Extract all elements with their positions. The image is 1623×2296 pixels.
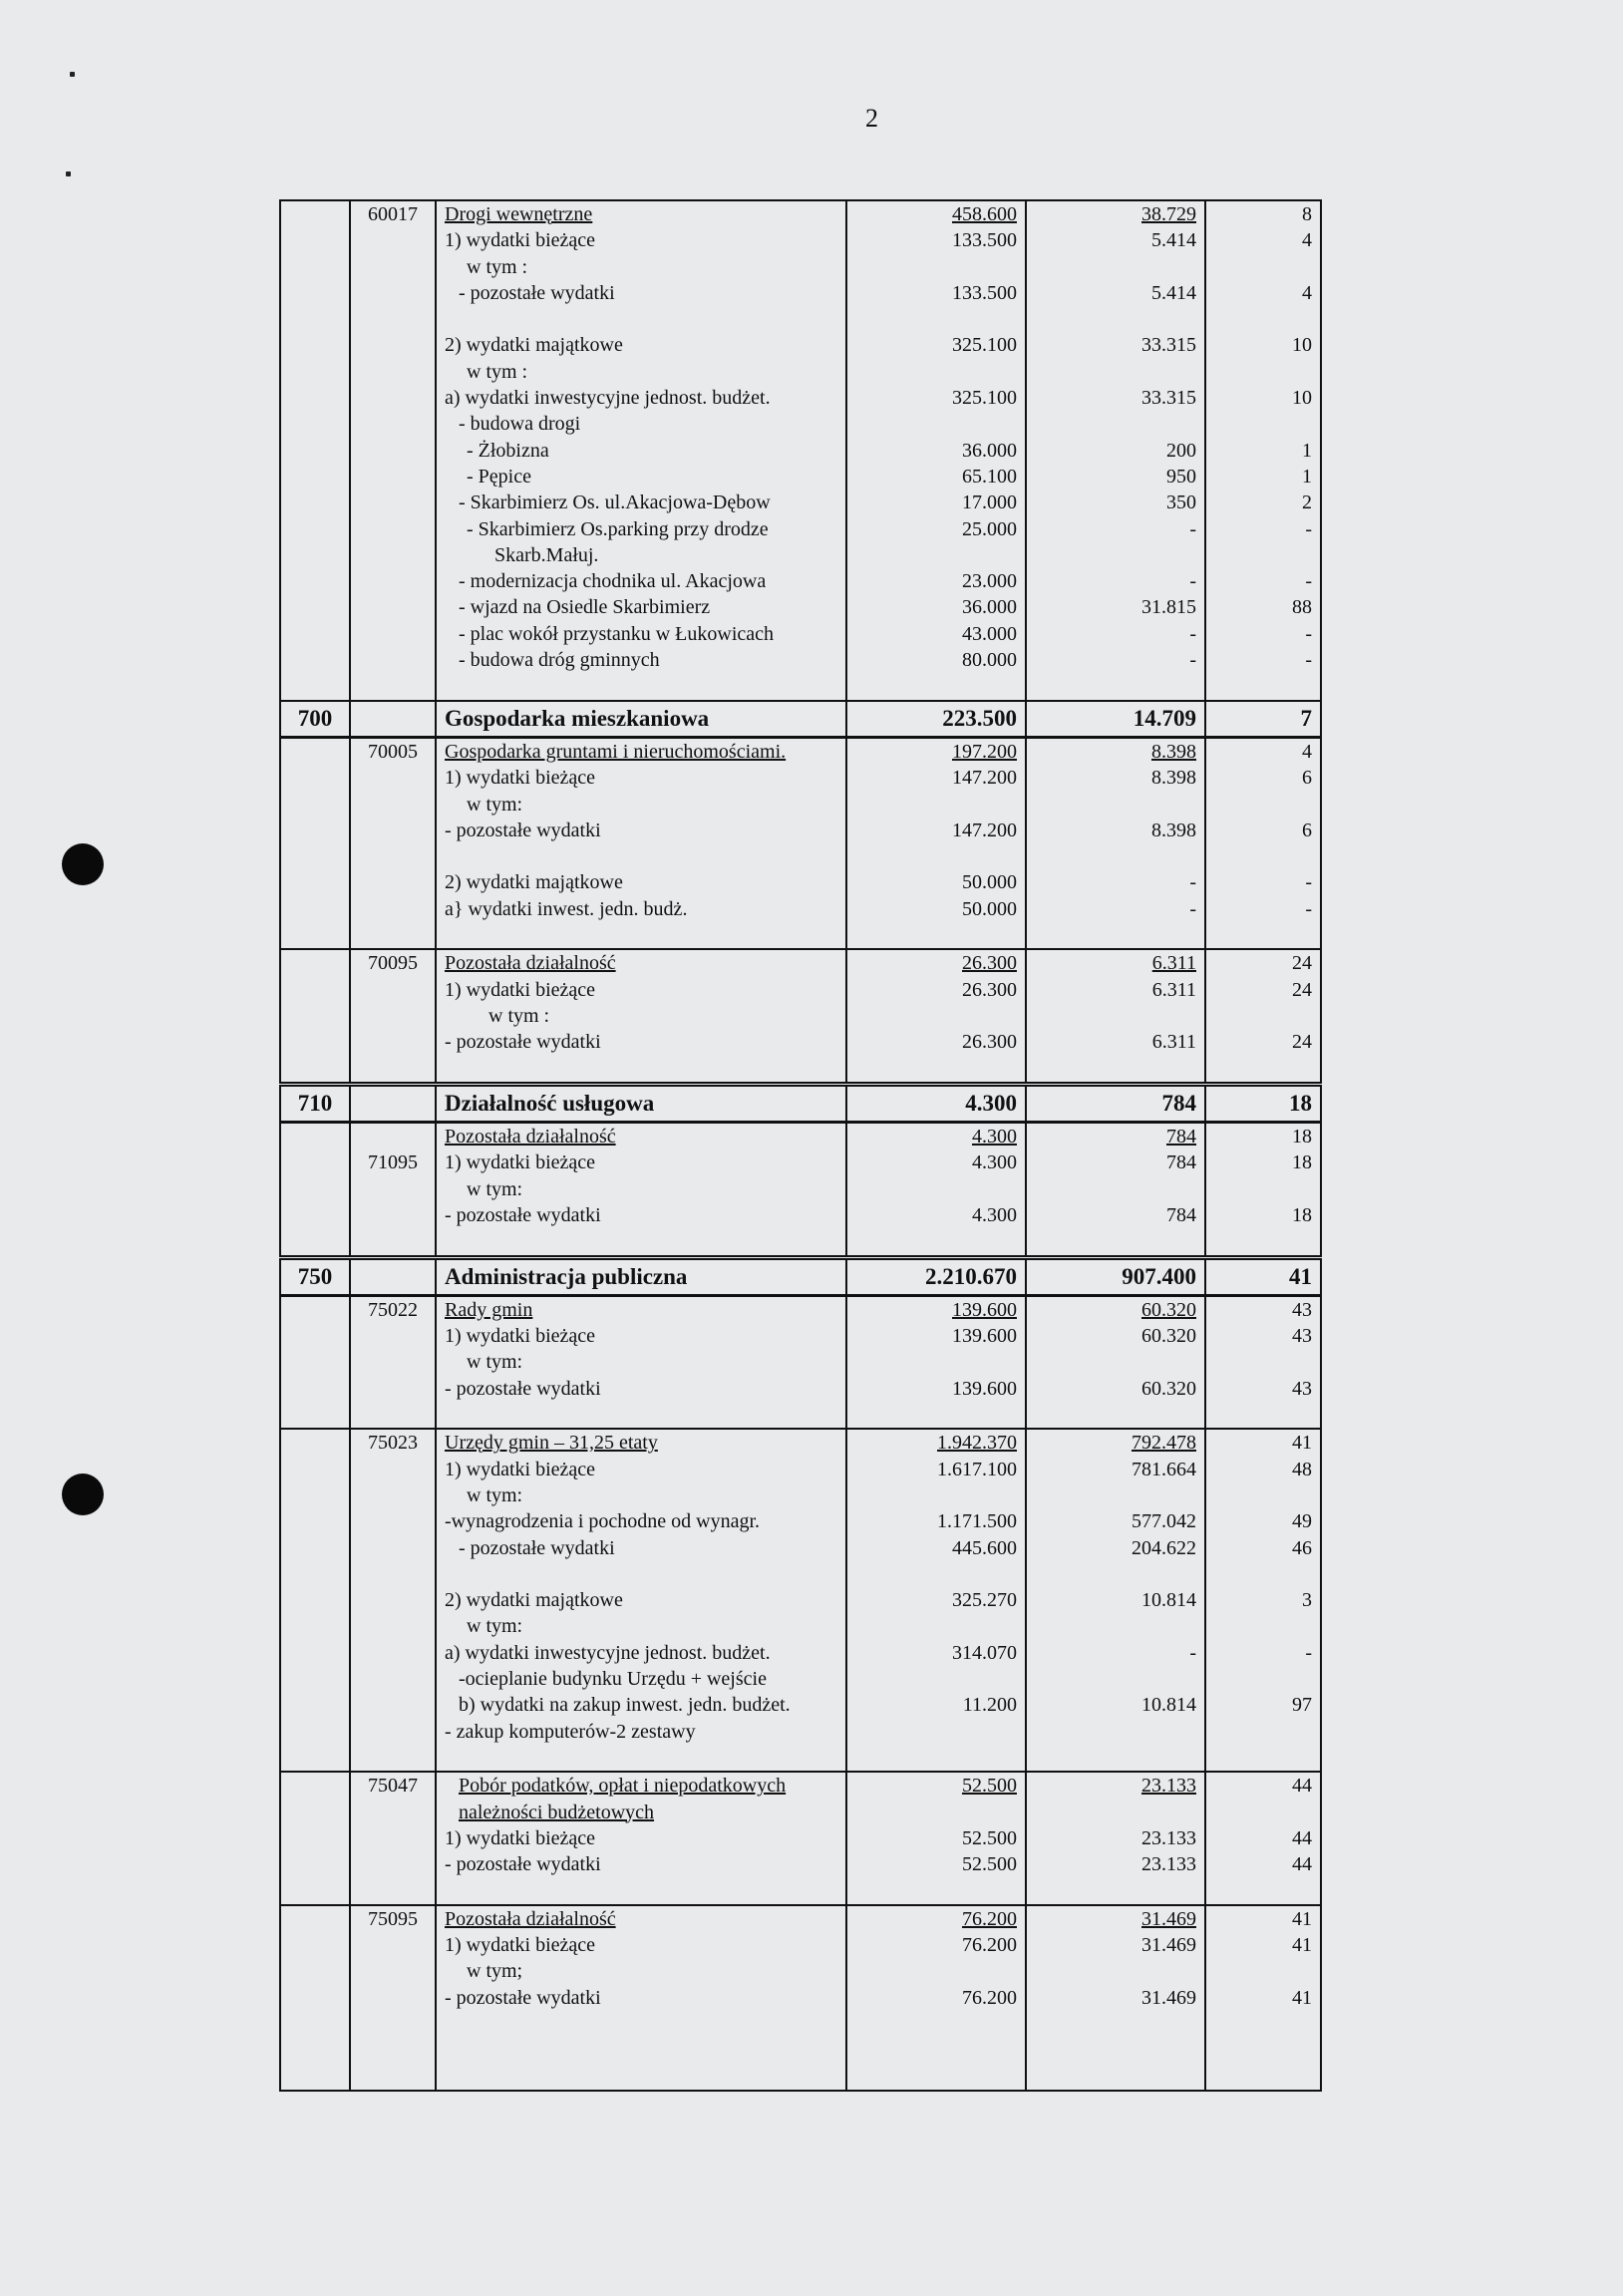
description-line: - Skarbimierz Os.parking przy drodze	[467, 517, 769, 540]
wykonanie-line: -	[1189, 517, 1196, 540]
wykonanie-line: 8.398	[1151, 740, 1196, 763]
percent-value	[1205, 1772, 1321, 1904]
description-line: w tym:	[467, 1177, 523, 1200]
rozdzial-code	[350, 949, 436, 1084]
percent-line: 48	[1292, 1458, 1312, 1480]
description-line: w tym :	[488, 1004, 550, 1027]
rozdzial-code	[350, 200, 436, 227]
description-line: -wynagrodzenia i pochodne od wynagr.	[445, 1510, 761, 1533]
description-line: Urzędy gmin – 31,25 etaty	[445, 1432, 658, 1455]
plan-line: 147.200	[952, 819, 1017, 841]
plan-value-text: 2.210.670	[925, 1263, 1017, 1289]
plan-value	[846, 1772, 1026, 1904]
rozdzial-code	[350, 1772, 436, 1904]
wykonanie-line: 23.133	[1141, 1853, 1196, 1876]
plan-line: 1.942.370	[937, 1432, 1017, 1455]
description-line: Pozostała działalność	[445, 1126, 616, 1148]
rozdzial-code-text: 75022	[368, 1298, 418, 1321]
wykonanie-line: 10.814	[1141, 1694, 1196, 1717]
wykonanie-line: 33.315	[1141, 387, 1196, 410]
dzial-row	[280, 701, 1321, 738]
dzial-code	[280, 1257, 350, 1295]
description-line: Drogi wewnętrzne	[445, 203, 593, 225]
plan-line: 4.300	[972, 1203, 1017, 1226]
description-line: w tym :	[467, 360, 528, 383]
wykonanie-line: 23.133	[1141, 1775, 1196, 1798]
percent-line: 18	[1292, 1203, 1312, 1226]
wykonanie-line: 792.478	[1132, 1432, 1196, 1455]
percent-value	[1205, 1905, 1321, 2091]
wykonanie-value	[1026, 1084, 1205, 1122]
plan-line: 147.200	[952, 767, 1017, 790]
description-line: 1) wydatki bieżące	[445, 978, 596, 1001]
percent-value	[1205, 227, 1321, 700]
plan-value	[846, 1084, 1026, 1122]
percent-line: 10	[1292, 334, 1312, 357]
description-line: 1) wydatki bieżące	[445, 1151, 596, 1174]
percent-line: 4	[1302, 229, 1312, 252]
rozdzial-code-text: 75095	[368, 1907, 418, 1930]
wykonanie-line: 950	[1166, 465, 1196, 488]
dzial-code	[280, 737, 350, 949]
dzial-code	[280, 1429, 350, 1772]
table-row	[280, 1772, 1321, 1904]
description-line: w tym:	[467, 1351, 523, 1374]
description-line: - zakup komputerów-2 zestawy	[445, 1720, 696, 1743]
wykonanie-line: 784	[1166, 1126, 1196, 1148]
dzial-name-text: Działalność usługowa	[445, 1090, 655, 1116]
plan-line: 139.600	[952, 1298, 1017, 1321]
item-description	[436, 949, 846, 1084]
dzial-row	[280, 1084, 1321, 1122]
dzial-code	[280, 1905, 350, 2091]
description-line: - budowa drogi	[459, 413, 581, 436]
plan-value	[846, 1295, 1026, 1429]
rozdzial-code	[350, 1295, 436, 1429]
description-line: 1) wydatki bieżące	[445, 1934, 596, 1956]
description-line: - pozostałe wydatki	[445, 1203, 601, 1226]
description-line: 2) wydatki majątkowe	[445, 334, 623, 357]
plan-value	[846, 701, 1026, 738]
percent-value	[1205, 1257, 1321, 1295]
wykonanie-line: 31.469	[1141, 1907, 1196, 1930]
percent-line: 24	[1292, 1031, 1312, 1054]
item-description	[436, 1772, 846, 1904]
wykonanie-line: -	[1189, 871, 1196, 894]
description-line: - pozostałe wydatki	[459, 281, 615, 304]
percent-line: -	[1305, 1641, 1312, 1664]
wykonanie-value-text: 14.709	[1133, 705, 1196, 731]
percent-line: 3	[1302, 1589, 1312, 1612]
percent-line: 6	[1302, 819, 1312, 841]
plan-line: 52.500	[962, 1853, 1017, 1876]
plan-line: 76.200	[962, 1907, 1017, 1930]
table-row	[280, 1295, 1321, 1429]
wykonanie-line: 6.311	[1151, 952, 1196, 975]
percent-value-text: 7	[1300, 705, 1312, 731]
dzial-code	[280, 949, 350, 1084]
table-row	[280, 200, 1321, 227]
wykonanie-value	[1026, 701, 1205, 738]
description-line: 1) wydatki bieżące	[445, 1458, 596, 1480]
description-line: należności budżetowych	[459, 1801, 655, 1823]
description-line: 1) wydatki bieżące	[445, 1826, 596, 1849]
percent-line: 10	[1292, 387, 1312, 410]
wykonanie-line: 784	[1166, 1151, 1196, 1174]
wykonanie-value	[1026, 737, 1205, 949]
table-row	[280, 227, 1321, 700]
percent-line: -	[1305, 622, 1312, 645]
plan-line: 445.600	[952, 1536, 1017, 1559]
percent-line: 43	[1292, 1298, 1312, 1321]
percent-line: 1	[1302, 465, 1312, 488]
page-number: 2	[865, 104, 878, 133]
rozdzial-code-text: 70095	[368, 952, 418, 975]
plan-line: 50.000	[962, 897, 1017, 920]
percent-value-text: 41	[1289, 1263, 1312, 1289]
percent-line: 6	[1302, 767, 1312, 790]
plan-line: 133.500	[952, 281, 1017, 304]
wykonanie-line: 31.469	[1141, 1934, 1196, 1956]
plan-value	[846, 227, 1026, 700]
plan-line: 65.100	[962, 465, 1017, 488]
dzial-code	[280, 1084, 350, 1122]
plan-value	[846, 1257, 1026, 1295]
wykonanie-value	[1026, 1905, 1205, 2091]
item-description	[436, 1429, 846, 1772]
description-line: b) wydatki na zakup inwest. jedn. budżet.	[459, 1694, 791, 1717]
wykonanie-value	[1026, 1257, 1205, 1295]
wykonanie-value	[1026, 200, 1205, 227]
description-line: a) wydatki inwestycyjne jednost. budżet.	[445, 1641, 771, 1664]
description-line: - Skarbimierz Os. ul.Akacjowa-Dębow	[459, 492, 771, 514]
wykonanie-value	[1026, 1772, 1205, 1904]
wykonanie-line: -	[1189, 1641, 1196, 1664]
plan-line: 11.200	[962, 1694, 1017, 1717]
description-line: Pobór podatków, opłat i niepodatkowych	[459, 1775, 787, 1798]
dzial-code	[280, 701, 350, 738]
rozdzial-code	[350, 737, 436, 949]
percent-value	[1205, 1123, 1321, 1257]
percent-line: 44	[1292, 1826, 1312, 1849]
wykonanie-value-text: 784	[1161, 1090, 1196, 1116]
wykonanie-line: -	[1189, 897, 1196, 920]
table-row	[280, 737, 1321, 949]
rozdzial-code	[350, 1429, 436, 1772]
percent-line: 41	[1292, 1986, 1312, 2009]
dzial-name-text: Gospodarka mieszkaniowa	[445, 705, 710, 731]
percent-value	[1205, 1429, 1321, 1772]
plan-line: 52.500	[962, 1826, 1017, 1849]
wykonanie-line: 8.398	[1151, 819, 1196, 841]
dzial-name	[436, 701, 846, 738]
item-description	[436, 200, 846, 227]
plan-line: 25.000	[962, 517, 1017, 540]
description-line: - pozostałe wydatki	[445, 1986, 601, 2009]
percent-value-text: 18	[1289, 1090, 1312, 1116]
description-line: - Żłobizna	[467, 439, 549, 462]
wykonanie-value	[1026, 1429, 1205, 1772]
wykonanie-line: 6.311	[1151, 978, 1196, 1001]
percent-value	[1205, 200, 1321, 227]
plan-value-text: 4.300	[965, 1090, 1017, 1116]
description-line: - modernizacja chodnika ul. Akacjowa	[459, 570, 767, 593]
table-row	[280, 1429, 1321, 1772]
description-line: a) wydatki inwestycyjne jednost. budżet.	[445, 387, 771, 410]
dzial-name	[436, 1257, 846, 1295]
percent-line: 24	[1292, 978, 1312, 1001]
percent-line: 43	[1292, 1325, 1312, 1348]
dzial-code	[280, 1123, 350, 1257]
wykonanie-line: 31.815	[1141, 596, 1196, 619]
description-line: Rady gmin	[445, 1298, 533, 1321]
wykonanie-line: 5.414	[1151, 229, 1196, 252]
percent-line: 97	[1292, 1694, 1312, 1717]
plan-line: 314.070	[952, 1641, 1017, 1664]
plan-line: 26.300	[962, 952, 1017, 975]
wykonanie-value	[1026, 1123, 1205, 1257]
percent-line: 18	[1292, 1126, 1312, 1148]
description-line: 1) wydatki bieżące	[445, 1325, 596, 1348]
description-line: Pozostała działalność	[445, 1907, 616, 1930]
percent-line: 4	[1302, 281, 1312, 304]
rozdzial-code	[350, 1123, 436, 1257]
dzial-code	[280, 200, 350, 227]
description-line: - wjazd na Osiedle Skarbimierz	[459, 596, 711, 619]
item-description	[436, 1905, 846, 2091]
description-line: 1) wydatki bieżące	[445, 229, 596, 252]
percent-line: 44	[1292, 1853, 1312, 1876]
dzial-code-text: 700	[297, 705, 333, 731]
description-line: Skarb.Małuj.	[494, 543, 599, 566]
rozdzial-code-text: 71095	[368, 1151, 418, 1174]
description-line: - budowa dróg gminnych	[459, 649, 660, 672]
plan-line: 133.500	[952, 229, 1017, 252]
wykonanie-line: 60.320	[1141, 1298, 1196, 1321]
description-line: Pozostała działalność	[445, 952, 616, 975]
plan-line: 4.300	[972, 1151, 1017, 1174]
plan-line: 76.200	[962, 1986, 1017, 2009]
table-row	[280, 1123, 1321, 1257]
wykonanie-line: 38.729	[1141, 203, 1196, 225]
plan-value-text: 223.500	[942, 705, 1017, 731]
rozdzial-code	[350, 1084, 436, 1122]
wykonanie-line: 60.320	[1141, 1377, 1196, 1400]
plan-line: 36.000	[962, 596, 1017, 619]
percent-line: 4	[1302, 740, 1312, 763]
plan-line: 76.200	[962, 1934, 1017, 1956]
plan-line: 36.000	[962, 439, 1017, 462]
plan-value	[846, 1429, 1026, 1772]
percent-line: -	[1305, 570, 1312, 593]
plan-value	[846, 1123, 1026, 1257]
punch-hole	[62, 843, 104, 885]
plan-line: 26.300	[962, 1031, 1017, 1054]
wykonanie-value	[1026, 949, 1205, 1084]
description-line: - pozostałe wydatki	[445, 1853, 601, 1876]
plan-value	[846, 737, 1026, 949]
plan-line: 139.600	[952, 1325, 1017, 1348]
wykonanie-line: 200	[1166, 439, 1196, 462]
percent-line: 18	[1292, 1151, 1312, 1174]
percent-line: 1	[1302, 439, 1312, 462]
percent-line: 41	[1292, 1907, 1312, 1930]
wykonanie-line: 204.622	[1132, 1536, 1196, 1559]
dzial-name	[436, 1084, 846, 1122]
wykonanie-line: 5.414	[1151, 281, 1196, 304]
punch-hole	[62, 1474, 104, 1515]
percent-value	[1205, 949, 1321, 1084]
percent-line: 49	[1292, 1510, 1312, 1533]
plan-line: 80.000	[962, 649, 1017, 672]
budget-table	[279, 199, 1322, 2092]
plan-line: 1.617.100	[937, 1458, 1017, 1480]
dzial-code	[280, 227, 350, 700]
percent-value	[1205, 1084, 1321, 1122]
rozdzial-code	[350, 1257, 436, 1295]
dzial-code	[280, 1295, 350, 1429]
description-line: Gospodarka gruntami i nieruchomościami.	[445, 740, 787, 763]
dzial-code	[280, 1772, 350, 1904]
percent-line: 2	[1302, 492, 1312, 514]
item-description	[436, 1123, 846, 1257]
percent-line: 24	[1292, 952, 1312, 975]
percent-value	[1205, 1295, 1321, 1429]
rozdzial-code-text: 70005	[368, 740, 418, 763]
wykonanie-line: -	[1189, 622, 1196, 645]
percent-line: -	[1305, 871, 1312, 894]
plan-line: 50.000	[962, 871, 1017, 894]
wykonanie-value	[1026, 1295, 1205, 1429]
percent-line: 8	[1302, 203, 1312, 225]
rozdzial-code	[350, 1905, 436, 2091]
wykonanie-line: 60.320	[1141, 1325, 1196, 1348]
wykonanie-line: 350	[1166, 492, 1196, 514]
plan-line: 4.300	[972, 1126, 1017, 1148]
item-description	[436, 227, 846, 700]
wykonanie-line: 781.664	[1132, 1458, 1196, 1480]
rozdzial-code-text: 75047	[368, 1775, 418, 1798]
description-line: 1) wydatki bieżące	[445, 767, 596, 790]
percent-line: -	[1305, 897, 1312, 920]
plan-line: 325.270	[952, 1589, 1017, 1612]
description-line: 2) wydatki majątkowe	[445, 871, 623, 894]
dzial-code-text: 710	[297, 1090, 333, 1116]
percent-line: 88	[1292, 596, 1312, 619]
plan-line: 1.171.500	[937, 1510, 1017, 1533]
item-description	[436, 737, 846, 949]
description-line: - pozostałe wydatki	[459, 1536, 615, 1559]
plan-line: 458.600	[952, 203, 1017, 225]
rozdzial-code-text: 60017	[368, 203, 418, 225]
plan-line: 43.000	[962, 622, 1017, 645]
plan-line: 23.000	[962, 570, 1017, 593]
percent-line: 43	[1292, 1377, 1312, 1400]
plan-value	[846, 1905, 1026, 2091]
plan-line: 52.500	[962, 1775, 1017, 1798]
dzial-code-text: 750	[297, 1263, 333, 1289]
wykonanie-line: 33.315	[1141, 334, 1196, 357]
scan-speck	[70, 72, 75, 77]
plan-value	[846, 200, 1026, 227]
rozdzial-code-text: 75023	[368, 1432, 418, 1455]
dzial-row	[280, 1257, 1321, 1295]
percent-value	[1205, 737, 1321, 949]
wykonanie-line: 8.398	[1151, 767, 1196, 790]
table-row	[280, 1905, 1321, 2091]
percent-line: -	[1305, 517, 1312, 540]
plan-line: 17.000	[962, 492, 1017, 514]
description-line: - plac wokół przystanku w Łukowicach	[459, 622, 775, 645]
plan-line: 26.300	[962, 978, 1017, 1001]
description-line: w tym;	[467, 1960, 523, 1983]
description-line: w tym:	[467, 1615, 523, 1638]
wykonanie-line: -	[1189, 570, 1196, 593]
plan-line: 197.200	[952, 740, 1017, 763]
wykonanie-line: 23.133	[1141, 1826, 1196, 1849]
percent-line: 41	[1292, 1432, 1312, 1455]
item-description	[436, 1295, 846, 1429]
description-line: w tym:	[467, 793, 523, 816]
percent-line: -	[1305, 649, 1312, 672]
wykonanie-line: 31.469	[1141, 1986, 1196, 2009]
description-line: - pozostałe wydatki	[445, 1377, 601, 1400]
description-line: -ocieplanie budynku Urzędu + wejście	[459, 1668, 767, 1691]
wykonanie-line: 10.814	[1141, 1589, 1196, 1612]
wykonanie-line: -	[1189, 649, 1196, 672]
description-line: w tym :	[467, 255, 528, 278]
plan-line: 325.100	[952, 334, 1017, 357]
table-row	[280, 949, 1321, 1084]
wykonanie-line: 784	[1166, 1203, 1196, 1226]
dzial-name-text: Administracja publiczna	[445, 1263, 688, 1289]
plan-line: 139.600	[952, 1377, 1017, 1400]
rozdzial-code	[350, 227, 436, 700]
description-line: - pozostałe wydatki	[445, 1031, 601, 1054]
rozdzial-code	[350, 701, 436, 738]
scan-speck	[66, 171, 71, 176]
percent-value	[1205, 701, 1321, 738]
percent-line: 41	[1292, 1934, 1312, 1956]
wykonanie-value-text: 907.400	[1122, 1263, 1196, 1289]
description-line: w tym:	[467, 1483, 523, 1506]
percent-line: 46	[1292, 1536, 1312, 1559]
description-line: - pozostałe wydatki	[445, 819, 601, 841]
wykonanie-line: 577.042	[1132, 1510, 1196, 1533]
plan-value	[846, 949, 1026, 1084]
description-line: - Pępice	[467, 465, 531, 488]
wykonanie-line: 6.311	[1151, 1031, 1196, 1054]
percent-line: 44	[1292, 1775, 1312, 1798]
plan-line: 325.100	[952, 387, 1017, 410]
description-line: 2) wydatki majątkowe	[445, 1589, 623, 1612]
wykonanie-value	[1026, 227, 1205, 700]
description-line: a} wydatki inwest. jedn. budż.	[445, 897, 688, 920]
